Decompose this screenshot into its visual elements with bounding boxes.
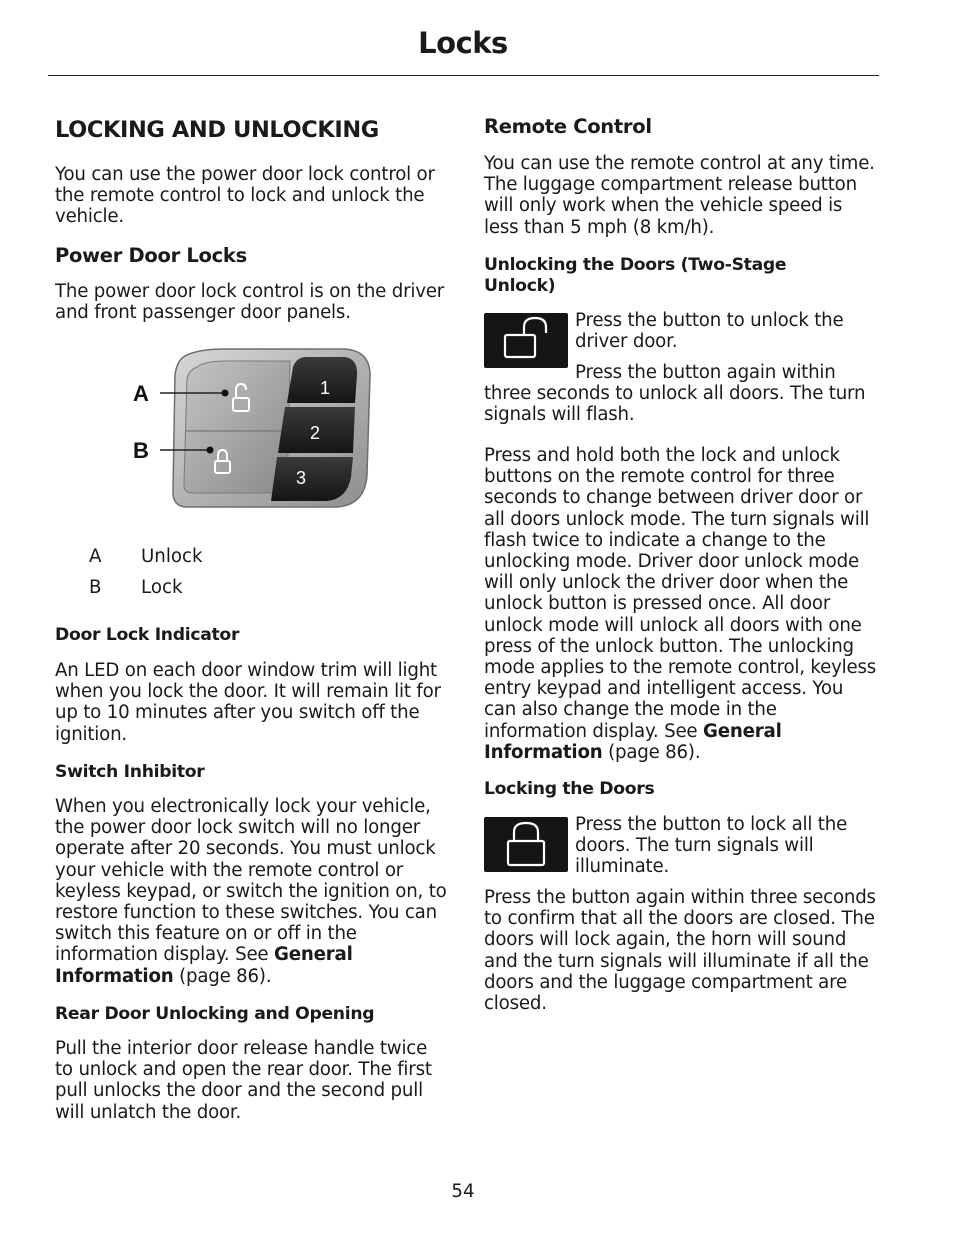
door-lock-switch-illustration [75, 345, 395, 515]
legend-key: A [89, 546, 102, 567]
unlock-button-icon [484, 313, 568, 368]
rear-door-text: Pull the interior door release handle twice to unlock and open the rear door. The first pull unlocks the door and the second pull will unlatch the door. [55, 1038, 432, 1123]
switch-inhibitor-heading: Switch Inhibitor [55, 762, 205, 782]
unlock-text-after: Press the button again within three seconds to unlock all doors. The turn signals will flash. [484, 362, 866, 426]
section-title: LOCKING AND UNLOCKING [55, 117, 379, 143]
lock-text-after: Press the button again within three seconds to confirm that all the doors are closed. The doors will lock again, the horn will sound and the turn signals will illuminate if all the doors and the luggage compartment are closed. [484, 887, 876, 1015]
switch-inhibitor-text [55, 796, 450, 987]
power-door-locks-heading: Power Door Locks [55, 244, 247, 267]
intro-paragraph: You can use the power door lock control or the remote control to lock and unlock the vehicle. [55, 164, 435, 228]
switch-inhibitor-body: When you electronically lock your vehicle, the power door lock switch will no longer operate after 20 seconds. You must unlock your vehicle with the remote control or keyless keypad, or switch the ignition on, to restore function to these switches. You can switch this feature on or off in the information display. See [55, 796, 447, 966]
header-divider [48, 75, 879, 76]
unlocking-heading: Unlocking the Doors (Two-Stage Unlock) [484, 255, 787, 296]
door-lock-switch-figure [75, 345, 395, 515]
legend-label: Unlock [141, 546, 203, 567]
door-lock-indicator-heading: Door Lock Indicator [55, 625, 240, 645]
lock-icon [484, 817, 568, 872]
general-information-link[interactable]: General Information [484, 720, 782, 763]
page-number: 54 [451, 1181, 475, 1202]
page-title: Locks [418, 26, 508, 60]
page-reference: (page 86). [173, 965, 272, 987]
legend-label: Lock [141, 577, 183, 598]
rear-door-heading: Rear Door Unlocking and Opening [55, 1004, 375, 1024]
unlock-icon [484, 313, 568, 368]
locking-heading: Locking the Doors [484, 779, 655, 799]
lock-icon-text: Press the button to lock all the doors. The turn signals will illuminate. [575, 814, 848, 878]
callout-b: B [133, 438, 149, 463]
unlock-mode-body: Press and hold both the lock and unlock buttons on the remote control for three seconds to change between driver door or all doors unlock mode. The turn signals will flash twice to indicate a change to the unlocking mode. Driver door unlock mode will only unlock the driver door when the unlock button is pressed once. All door unlock mode will unlock all doors with one press of the unlock button. The unlocking mode applies to the remote control, keyless entry keypad and intelligent access. You can also change the mode in the information display. See [484, 445, 877, 742]
power-door-locks-text: The power door lock control is on the driver and front passenger door panels. [55, 281, 445, 324]
general-information-link[interactable]: General Information [55, 944, 353, 987]
button-3-label: 3 [296, 468, 307, 488]
lock-button-icon [484, 817, 568, 872]
page-reference: (page 86). [602, 741, 701, 763]
remote-control-text: You can use the remote control at any time. The luggage compartment release button will only work when the vehicle speed is less than 5 mph (8 km/h). [484, 153, 875, 238]
unlock-mode-text [484, 445, 879, 763]
door-lock-indicator-text: An LED on each door window trim will light when you lock the door. It will remain lit for up to 10 minutes after you switch off the ignition. [55, 660, 441, 745]
unlock-icon-text: Press the button to unlock the driver door. [575, 310, 844, 353]
remote-control-heading: Remote Control [484, 115, 652, 138]
legend-key: B [89, 577, 102, 598]
button-2-label: 2 [310, 423, 321, 443]
button-1-label: 1 [320, 378, 331, 398]
callout-a: A [133, 381, 149, 406]
